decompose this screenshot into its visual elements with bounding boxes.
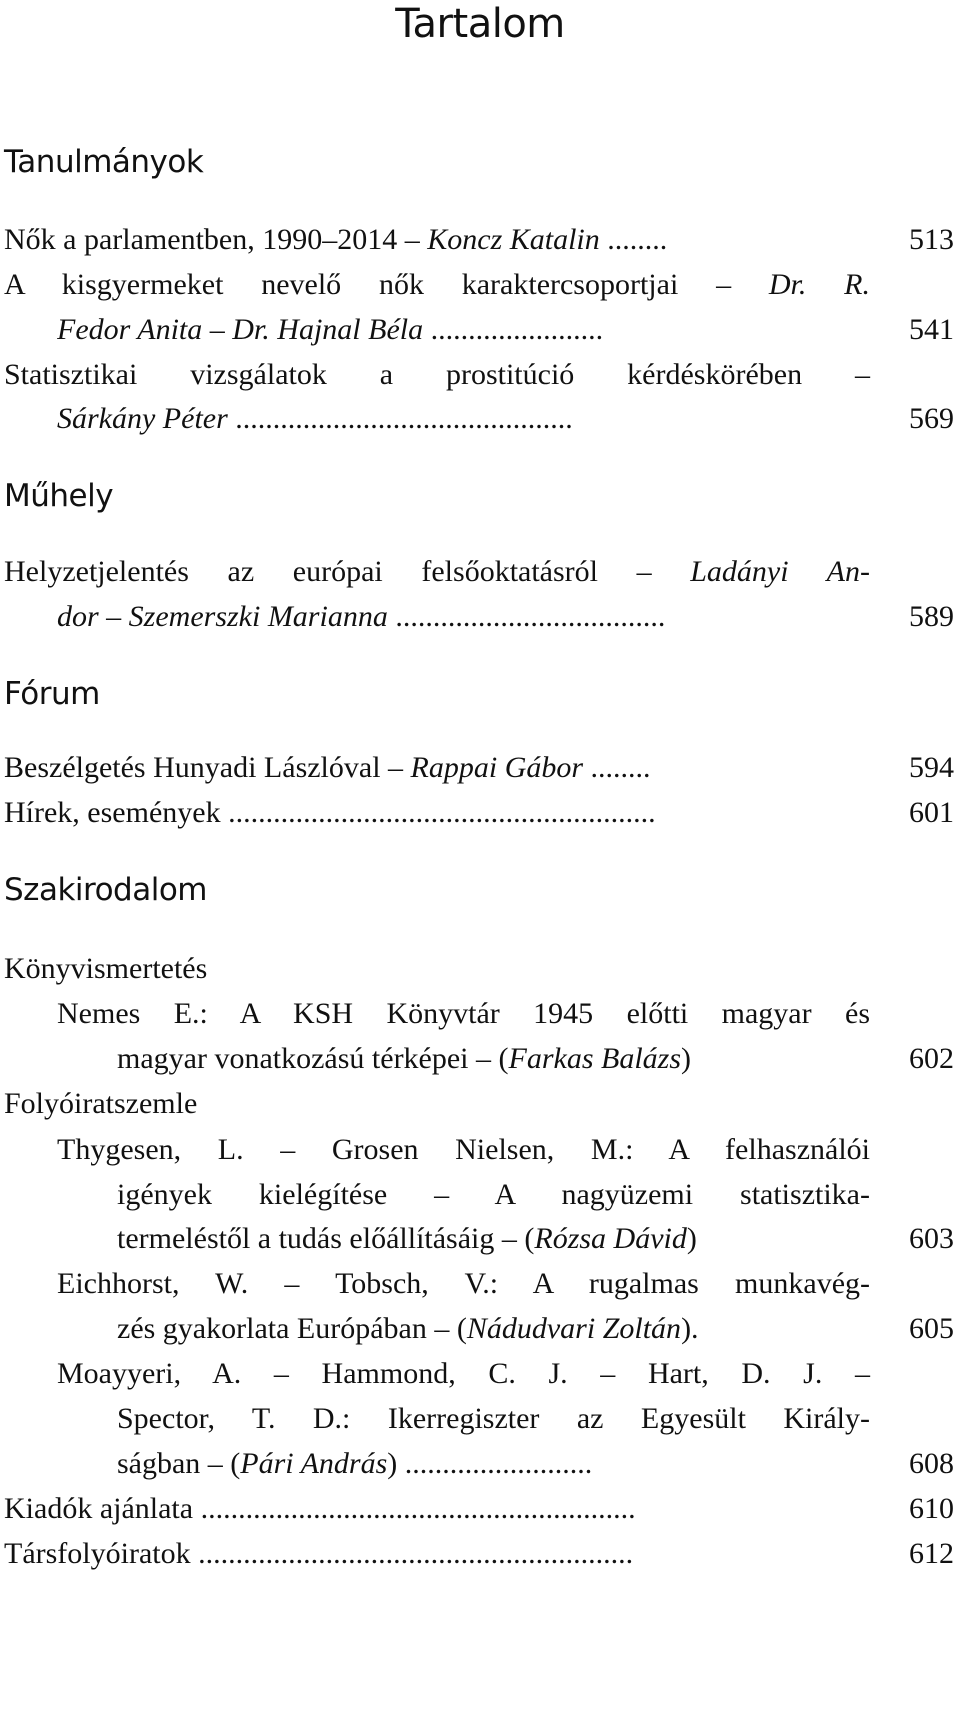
entry-author: Ladányi An- (690, 555, 870, 588)
toc-entry-moayyeri-line3[interactable] (117, 1440, 870, 1488)
toc-entry-prostitucio-line2[interactable] (57, 395, 870, 443)
toc-entry-tarsfolyoiratok[interactable] (4, 1530, 870, 1578)
toc-entry-moayyeri-line1[interactable] (57, 1350, 870, 1398)
leader-dots: ....................... (423, 313, 604, 346)
leader-dots: ......................................................... (220, 796, 656, 829)
toc-entry-kisgyermeket-line1[interactable] (4, 261, 870, 309)
entry-title: zés gyakorlata Európában – ( (117, 1312, 467, 1345)
leader-dots: .................................... (387, 600, 666, 633)
page-number: 602 (909, 1042, 954, 1075)
toc-entry-prostitucio-line1[interactable] (4, 351, 870, 399)
page-number: 610 (909, 1492, 954, 1525)
entry-title: magyar vonatkozású térképei – ( (117, 1042, 509, 1075)
entry-title: A kisgyermeket nevelő nők karaktercsoportjai – (4, 268, 769, 301)
entry-author: Sárkány Péter (57, 402, 228, 435)
toc-entry-nemes-line2[interactable] (117, 1035, 870, 1083)
page-number: 612 (909, 1537, 954, 1570)
toc-entry-thygesen-line1[interactable] (57, 1126, 870, 1174)
page-number: 569 (909, 402, 954, 435)
entry-reviewer: Rózsa Dávid (534, 1222, 687, 1255)
toc-entry-felsooktatas-line2[interactable] (57, 593, 870, 641)
page-number: 601 (909, 796, 954, 829)
entry-title: igények kielégítése – A nagyüzemi statisztika- (117, 1178, 870, 1211)
entry-title: Hírek, események (4, 796, 221, 829)
entry-title: Kiadók ajánlata (4, 1492, 194, 1525)
entry-title: Társfolyóiratok (4, 1537, 191, 1570)
toc-entry-nemes-line1[interactable] (57, 990, 870, 1038)
subsection-folyoiratszemle: Folyóiratszemle (4, 1087, 198, 1120)
page-number: 589 (909, 600, 954, 633)
toc-entry-thygesen-line2[interactable] (117, 1171, 870, 1219)
closing-paren: ) (681, 1042, 692, 1075)
leader-dots: ............................................. (227, 402, 573, 435)
toc-entry-eichhorst-line2[interactable] (117, 1305, 870, 1353)
page-number: 605 (909, 1312, 954, 1345)
section-heading-tanulmanyok: Tanulmányok (4, 144, 204, 180)
leader-dots: ........ (599, 223, 668, 256)
entry-title: Eichhorst, W. – Tobsch, V.: A rugalmas munkavég- (57, 1267, 870, 1300)
entry-title: Thygesen, L. – Grosen Nielsen, M.: A felhasználói (57, 1133, 870, 1166)
page-title: Tartalom (395, 1, 565, 47)
section-heading-forum: Fórum (4, 676, 100, 712)
toc-entry-moayyeri-line2[interactable] (117, 1395, 870, 1443)
toc-entry-hunyadi[interactable] (4, 744, 870, 792)
entry-author: Fedor Anita – Dr. Hajnal Béla (57, 313, 424, 346)
toc-entry-kiadok-ajanlata[interactable] (4, 1485, 870, 1533)
leader-dots: ........ (583, 751, 651, 784)
leader-dots: .......................................................... (190, 1537, 634, 1570)
page-number: 513 (909, 223, 954, 256)
toc-entry-noк-parlamentben[interactable] (4, 216, 870, 264)
closing-paren: ) (686, 1222, 697, 1255)
page-number: 541 (909, 313, 954, 346)
entry-reviewer: Nádudvari Zoltán (466, 1312, 682, 1345)
toc-entry-felsooktatas-line1[interactable] (4, 548, 870, 596)
page-number: 603 (909, 1222, 954, 1255)
toc-entry-kisgyermeket-line2[interactable] (57, 306, 870, 354)
entry-reviewer: Pári András (240, 1447, 388, 1480)
toc-entry-eichhorst-line1[interactable] (57, 1260, 870, 1308)
toc-entry-hirek[interactable] (4, 789, 870, 837)
entry-title: Nemes E.: A KSH Könyvtár 1945 előtti magyar és (57, 997, 870, 1030)
entry-title: Statisztikai vizsgálatok a prostitúció kérdéskörében – (4, 358, 870, 391)
entry-reviewer: Farkas Balázs (508, 1042, 682, 1075)
subsection-konyvismertetes: Könyvismertetés (4, 952, 208, 985)
entry-title: Helyzetjelentés az európai felsőoktatásról – (4, 555, 691, 588)
closing-paren: ). (681, 1312, 699, 1345)
leader-dots: .......................................................... (193, 1492, 636, 1525)
entry-title: Nők a parlamentben, 1990–2014 – (4, 223, 428, 256)
entry-author: Dr. R. (768, 268, 871, 301)
page-number: 594 (909, 751, 954, 784)
section-heading-muhely: Műhely (4, 478, 114, 514)
entry-title: Moayyeri, A. – Hammond, C. J. – Hart, D. J. – (57, 1357, 870, 1390)
entry-title: termeléstől a tudás előállításáig – ( (117, 1222, 535, 1255)
entry-title: Beszélgetés Hunyadi Lászlóval – (4, 751, 411, 784)
entry-author: dor – Szemerszki Marianna (57, 600, 388, 633)
leader-dots: ......................... (397, 1447, 593, 1480)
entry-title: Spector, T. D.: Ikerregiszter az Egyesült Király- (117, 1402, 870, 1435)
entry-author: Rappai Gábor (410, 751, 584, 784)
page-number: 608 (909, 1447, 954, 1480)
toc-entry-thygesen-line3[interactable] (117, 1215, 870, 1263)
closing-paren: ) (387, 1447, 398, 1480)
section-heading-szakirodalom: Szakirodalom (4, 872, 207, 908)
entry-author: Koncz Katalin (427, 223, 600, 256)
entry-title: ságban – ( (117, 1447, 241, 1480)
